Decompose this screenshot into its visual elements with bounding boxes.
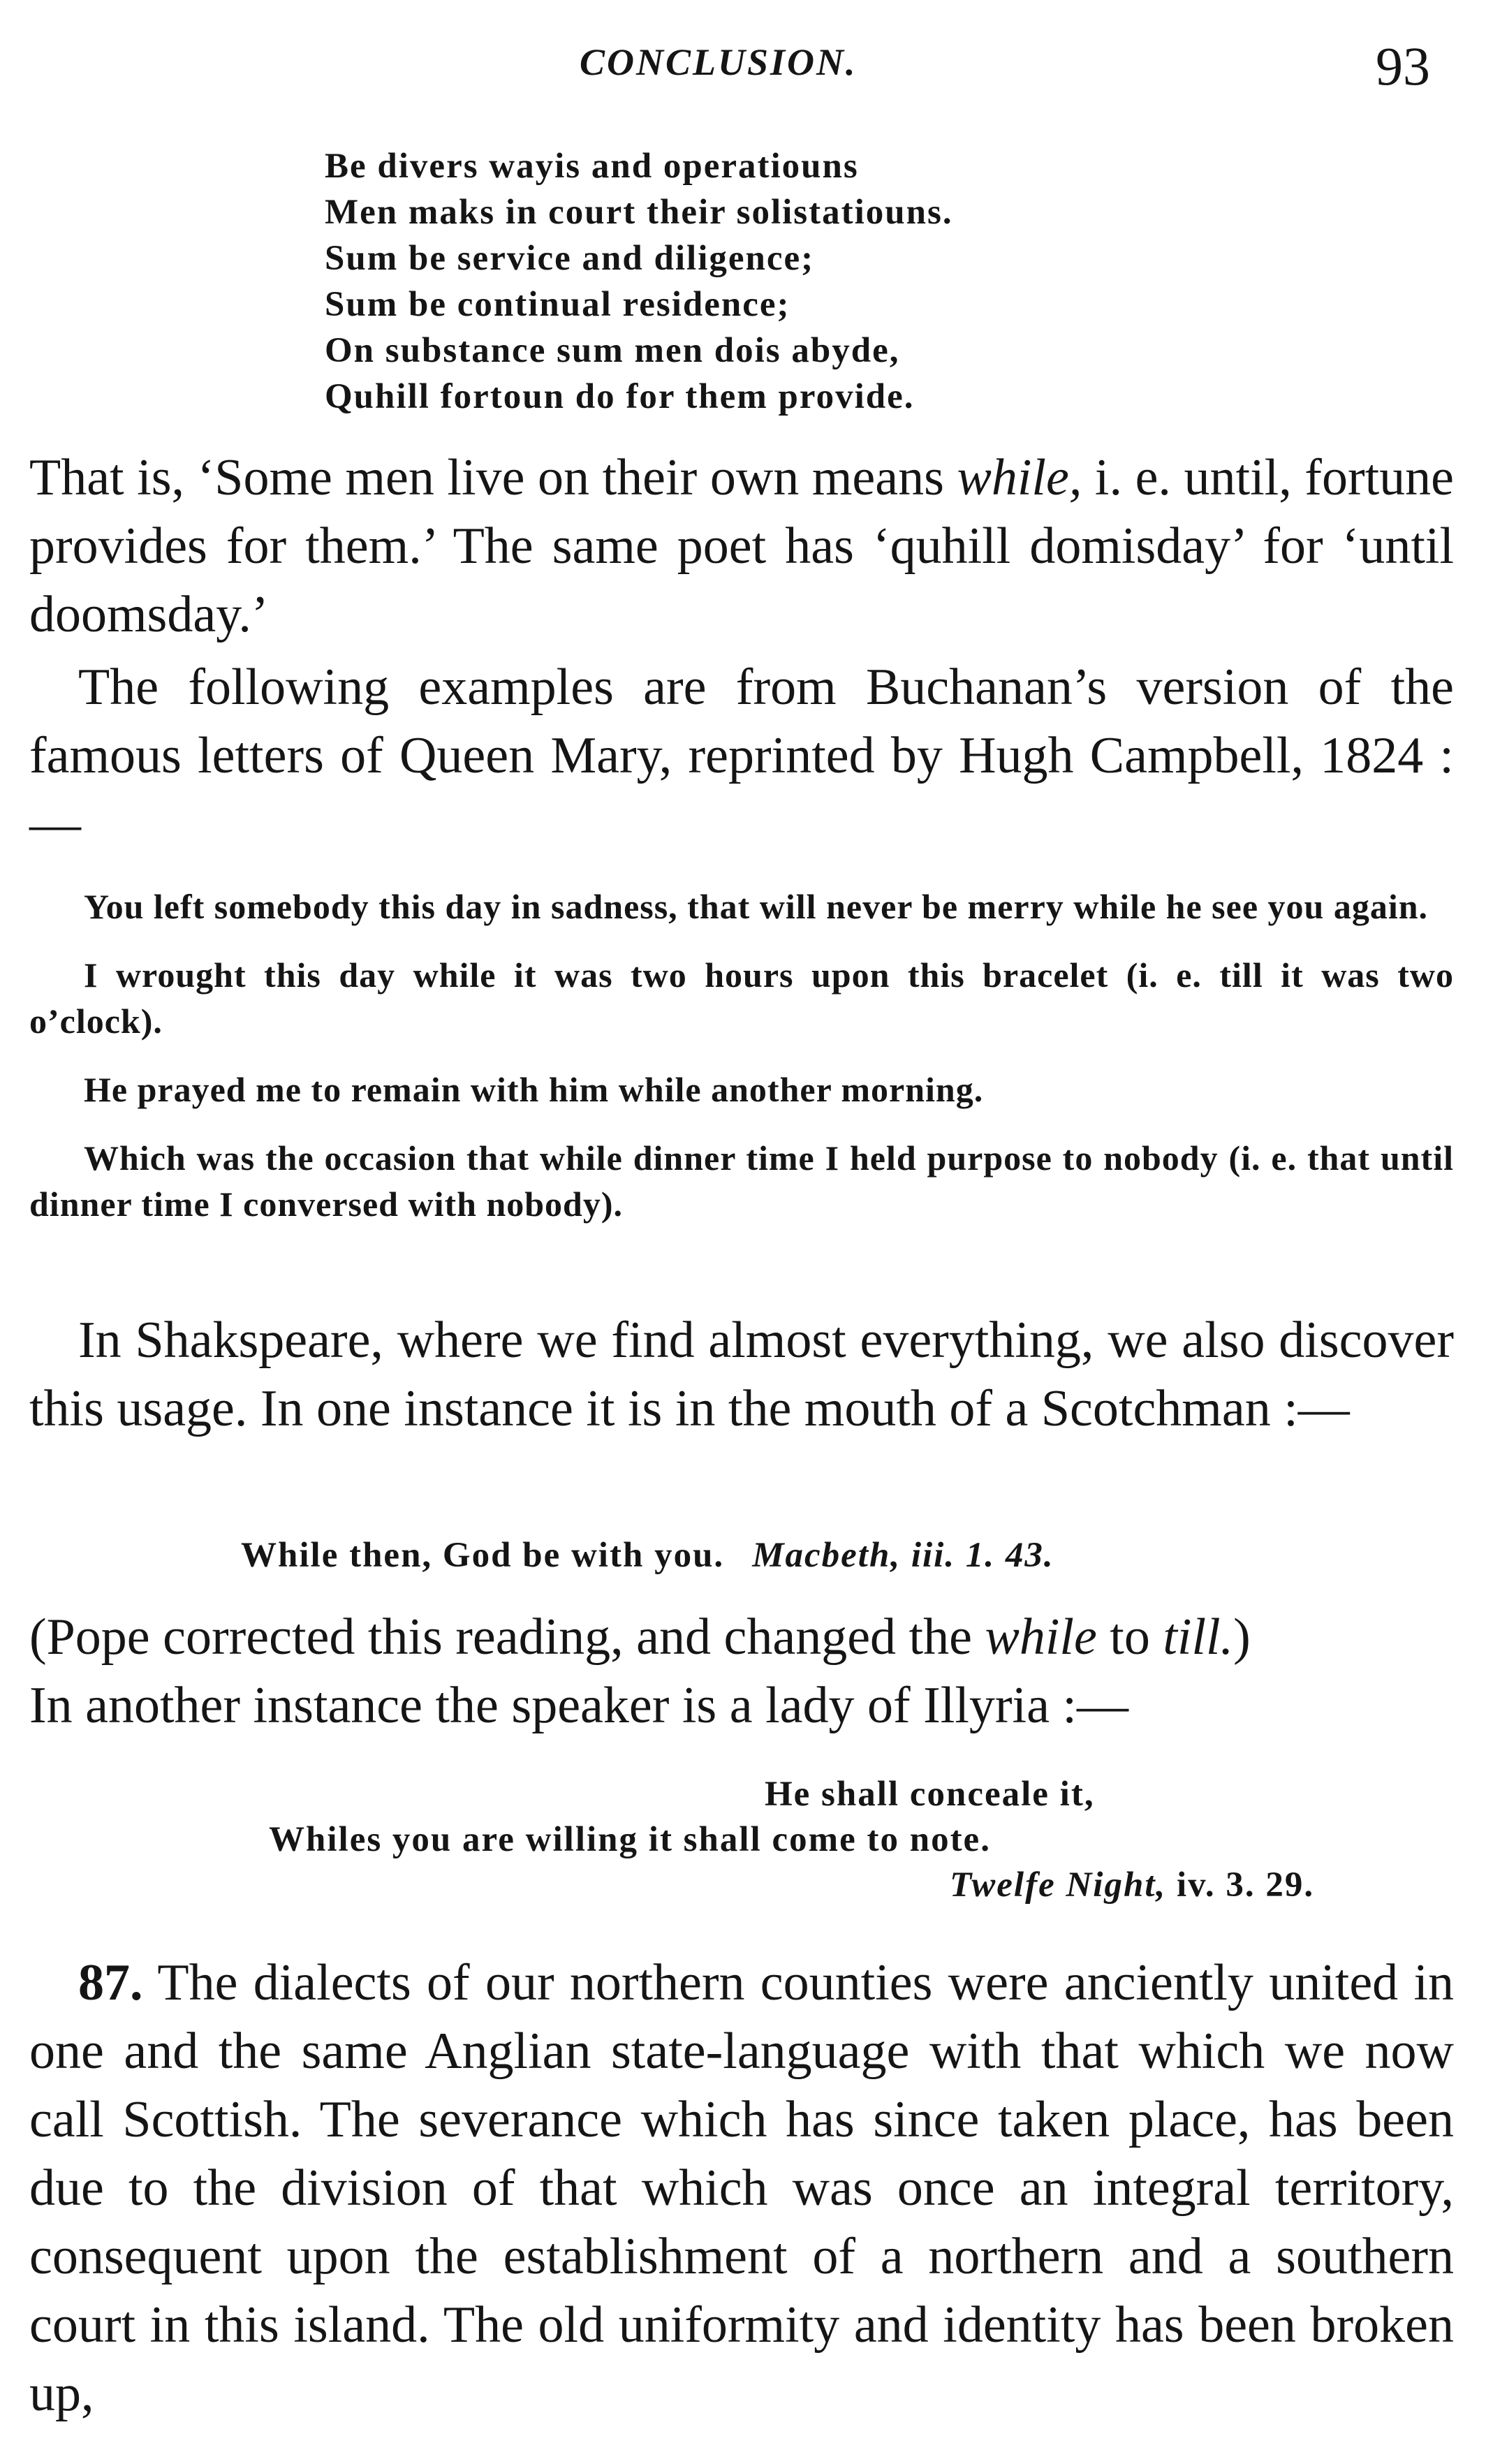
emphasized-word: while [985, 1608, 1097, 1666]
emphasized-word: while, [957, 449, 1082, 506]
page-number: 93 [1376, 36, 1430, 96]
citation-source: Macbeth, [752, 1536, 902, 1575]
twelfth-night-citation [950, 1865, 1314, 1905]
verse-line: Men maks in court their solistatiouns. [325, 193, 953, 232]
paragraph-text: (Pope corrected this reading, and changed the [29, 1608, 985, 1666]
quotation-text: While then, God be with you. [241, 1536, 725, 1575]
paragraph-buchanan [29, 653, 1454, 858]
citation-reference: iii. 1. 43. [901, 1536, 1054, 1575]
quotation: He prayed me to remain with him while another morning. [84, 1070, 984, 1109]
paragraph-text: In Shakspeare, where we find almost everything, we also discover this usage. In one instance it is in the mouth of a Scotchman :— [29, 1312, 1454, 1437]
verse-line: On substance sum men dois abyde, [325, 331, 900, 370]
verse-line: Sum be service and diligence; [325, 239, 815, 278]
paragraph-text: ) [1233, 1608, 1251, 1666]
paragraph-text: In another instance the speaker is a lady of Illyria :— [29, 1677, 1128, 1734]
paragraph-text: The dialects of our northern counties were anciently united in one and the same Anglian state-language with that which we now call Scottish. The severance which has since taken place, has been due to the division of that which was once an integral territory, consequent upon the establishment of a northern and a southern court in this island. The old uniformity and identity has been broken up, [29, 1954, 1454, 2422]
twelfth-night-line-2: Whiles you are willing it shall come to note. [269, 1820, 991, 1859]
verse-line: Sum be continual residence; [325, 285, 790, 324]
paragraph-text: to [1096, 1608, 1163, 1666]
paragraph-shakspeare [29, 1306, 1454, 1443]
quotation: You left somebody this day in sadness, that will never be merry while he see you again. [84, 887, 1429, 926]
citation-source: Twelfe Night, [950, 1865, 1167, 1905]
paragraph-text: The following examples are from Buchanan’s version of the famous letters of Queen Mary, reprinted by Hugh Campbell, 1824 :— [29, 659, 1454, 853]
verse-line: Quhill fortoun do for them provide. [325, 377, 915, 416]
section-number: 87. [78, 1954, 143, 2011]
verse-quotation [325, 143, 953, 420]
running-head [0, 28, 1486, 98]
paragraph-section-87 [29, 1949, 1454, 2428]
paragraph-text: That is, ‘Some men live on their own means [29, 449, 957, 506]
emphasized-word: till. [1163, 1608, 1234, 1666]
paragraph-while-meaning [29, 443, 1454, 649]
running-title: CONCLUSION. [580, 41, 858, 83]
paragraph-pope [29, 1603, 1454, 1740]
twelfth-night-line-1: He shall conceale it, [765, 1775, 1095, 1814]
macbeth-quotation [241, 1535, 1054, 1576]
quotation: I wrought this day while it was two hours upon this bracelet (i. e. till it was two o’clock). [29, 955, 1454, 1041]
queen-mary-quotations [29, 883, 1454, 1249]
citation-reference: iv. 3. 29. [1166, 1865, 1315, 1905]
paragraph-text: i. e. until, fortune provides for them.’ The same poet has ‘quhill domisday’ for ‘until doomsday.’ [29, 449, 1454, 643]
verse-line: Be divers wayis and operatiouns [325, 147, 859, 186]
quotation: Which was the occasion that while dinner time I held purpose to nobody (i. e. that until dinner time I conversed with nobody). [29, 1138, 1454, 1224]
